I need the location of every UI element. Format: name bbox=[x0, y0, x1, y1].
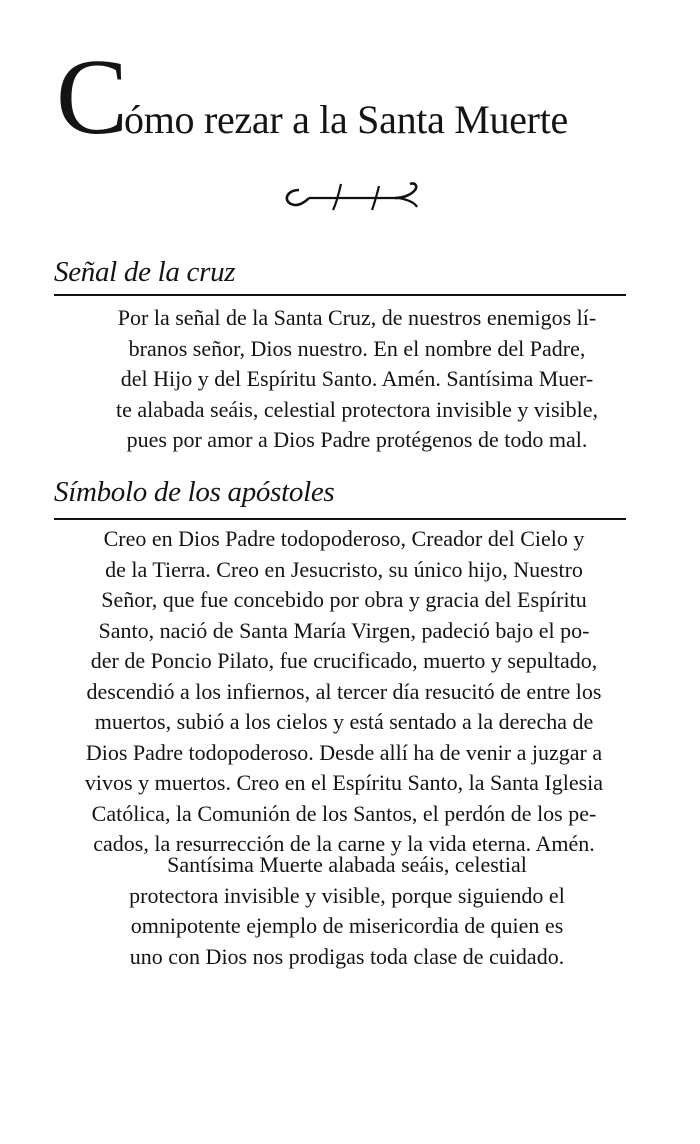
text-line: vivos y muertos. Creo en el Espíritu Santo, la Santa Iglesia bbox=[84, 770, 604, 795]
paragraph-senal-de-la-cruz bbox=[92, 303, 622, 456]
text-line: branos señor, Dios nuestro. En el nombre del Padre, bbox=[128, 335, 586, 361]
scroll-flourish-icon bbox=[277, 176, 427, 216]
section-heading-simbolo-de-los-apostoles: Símbolo de los apóstoles bbox=[54, 476, 335, 508]
title-drop-cap: C bbox=[56, 38, 125, 157]
text-line: Católica, la Comunión de los Santos, el perdón de los pe- bbox=[91, 800, 597, 826]
text-line: Por la señal de la Santa Cruz, de nuestros enemigos lí- bbox=[117, 305, 597, 330]
text-line: del Hijo y del Espíritu Santo. Amén. Santísima Muer- bbox=[120, 366, 594, 391]
text-line: te alabada seáis, celestial protectora invisible y visible, bbox=[116, 396, 598, 422]
section-rule bbox=[54, 294, 626, 296]
section-rule bbox=[54, 518, 626, 520]
text-line: der de Poncio Pilato, fue crucificado, muerto y sepultado, bbox=[90, 648, 598, 673]
paragraph-santisima-muerte bbox=[92, 850, 602, 972]
text-line: muertos, subió a los cielos y está sentado a la derecha de bbox=[94, 709, 594, 734]
text-line: de la Tierra. Creo en Jesucristo, su único hijo, Nuestro bbox=[105, 556, 583, 582]
text-line: omnipotente ejemplo de misericordia de quien es bbox=[130, 913, 564, 938]
paragraph-credo bbox=[56, 524, 632, 860]
text-line: pues por amor a Dios Padre protégenos de todo mal. bbox=[126, 427, 588, 452]
page-title bbox=[56, 38, 676, 157]
text-line: cados, la resurrección de la carne y la vida eterna. Amén. bbox=[93, 831, 595, 856]
text-line: Señor, que fue concebido por obra y gracia del Espíritu bbox=[101, 587, 587, 612]
text-line: Creo en Dios Padre todopoderoso, Creador del Cielo y bbox=[103, 526, 585, 551]
section-heading-senal-de-la-cruz: Señal de la cruz bbox=[54, 256, 236, 288]
text-line: Santísima Muerte alabada seáis, celestial bbox=[167, 852, 527, 877]
title-text: ómo rezar a la Santa Muerte bbox=[124, 97, 568, 142]
text-line: descendió a los infiernos, al tercer día resucitó de entre los bbox=[86, 678, 602, 704]
text-line: Dios Padre todopoderoso. Desde allí ha de venir a juzgar a bbox=[85, 739, 603, 765]
text-line: Santo, nació de Santa María Virgen, padeció bajo el po- bbox=[98, 617, 590, 643]
text-line: protectora invisible y visible, porque siguiendo el bbox=[129, 882, 565, 908]
text-line: uno con Dios nos prodigas toda clase de cuidado. bbox=[129, 943, 565, 969]
